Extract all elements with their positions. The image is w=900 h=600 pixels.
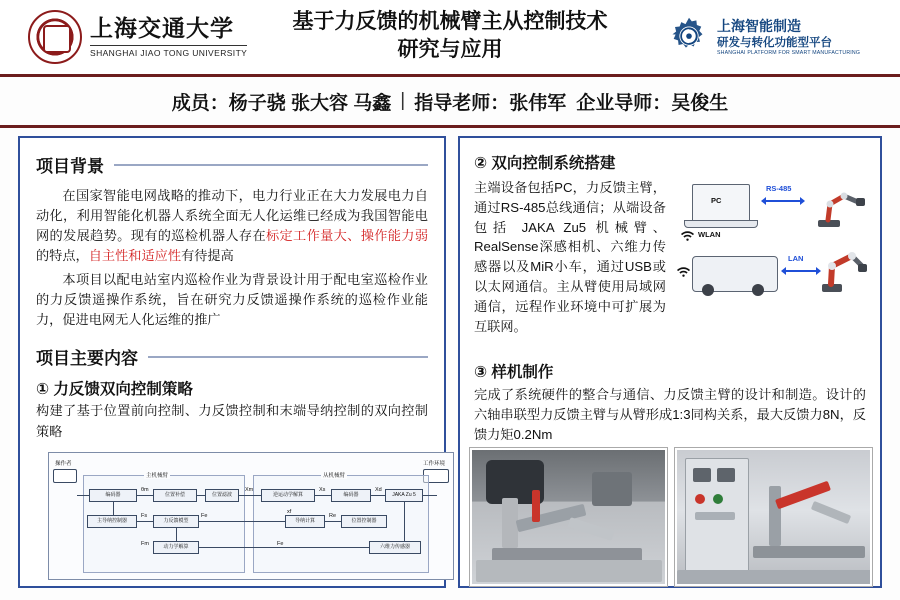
wifi-icon-2 (676, 266, 691, 280)
diagram-box: 编码器 (89, 489, 137, 502)
diagram-group-master: 主机械臂 (146, 473, 169, 479)
partner-name-cn-line1: 上海智能制造 (717, 18, 801, 35)
rs485-label: RS-485 (766, 184, 792, 193)
diagram-signal: Fe (201, 513, 208, 519)
prototype-photos (470, 448, 872, 586)
poster-title-line2: 研究与应用 (397, 38, 503, 62)
diagram-group-slave: 从机械臂 (323, 473, 346, 479)
sjtu-seal-icon (28, 10, 82, 64)
mentor-name: 吴俊生 (671, 92, 729, 114)
diagram-box: 位置控制器 (341, 515, 387, 528)
wlan-label: WLAN (698, 230, 721, 239)
poster-title-line1: 基于力反馈的机械臂主从控制技术 (292, 10, 608, 33)
robot-arm-cabinet-photo (675, 448, 872, 586)
diagram-box: 动力学解算 (153, 541, 199, 554)
advisor-name: 张伟军 (509, 92, 567, 114)
authors-band (0, 77, 900, 128)
diagram-box: 六维力传感器 (369, 541, 421, 554)
diagram-box: JAKA Zu 5 (385, 489, 423, 502)
mentor-label: 企业导师： (576, 92, 672, 114)
section-content-title: 项目主要内容 (36, 344, 428, 369)
rs485-arrow (766, 200, 800, 202)
background-highlight-2: 自主性和适应性 (88, 248, 182, 264)
item2-title: ② 双向控制系统搭建 (474, 155, 616, 172)
diagram-box: 力反馈模型 (153, 515, 199, 528)
diagram-signal: θm (141, 487, 149, 493)
diagram-signal: Xd (375, 487, 382, 493)
gear-icon (668, 16, 710, 58)
lan-arrow (786, 270, 816, 272)
section-background-title: 项目背景 (36, 152, 428, 177)
partner-name-cn-line2: 研发与转化功能型平台 (717, 36, 832, 49)
diagram-signal: Xs (319, 487, 326, 493)
slave-arm-illustration (818, 240, 870, 301)
diagram-box: 导纳计算 (285, 515, 325, 528)
item1-title: ① 力反馈双向控制策略 (36, 381, 193, 399)
item3-title: ③ 样机制作 (474, 364, 554, 381)
partner-name-en: SHANGHAI PLATFORM FOR SMART MANUFACTURING (717, 49, 861, 56)
diagram-box: 位置补偿 (153, 489, 197, 502)
diagram-signal: Fs (141, 513, 148, 519)
university-name-en: SHANGHAI JIAO TONG UNIVERSITY (90, 45, 247, 58)
members-label: 成员： (171, 92, 229, 114)
diagram-label-operator: 操作者 (55, 461, 72, 467)
diagram-signal: Re (329, 513, 337, 519)
lan-label: LAN (788, 254, 804, 263)
advisor-label: 指导老师： (414, 92, 510, 114)
authors-divider: | (400, 90, 406, 111)
university-logo (28, 8, 258, 66)
system-architecture-figure (674, 178, 866, 350)
prototype-force-feedback-arm-photo (470, 448, 667, 586)
background-paragraph-2: 本项目以配电站室内巡检作业为背景设计用于配电室巡检作业的力反馈遥操作系统，旨在研究力反馈遥操作系统的巡检作业能力，促进电网无人化运维的推广 (36, 272, 428, 328)
diagram-box: 位置滤波 (205, 489, 239, 502)
control-strategy-diagram (48, 452, 454, 580)
left-column (18, 136, 446, 588)
item3-text: 完成了系统硬件的整合与通信、力反馈主臂的设计和制造。设计的六轴串联型力反馈主臂与从臂形成1:3同构关系，最大反馈力8N，反馈力矩0.2Nm (474, 387, 866, 443)
title-rule (114, 164, 428, 166)
diagram-signal: Fm (141, 541, 149, 547)
university-name-cn: 上海交通大学 (90, 15, 234, 42)
wifi-icon (680, 230, 695, 244)
diagram-signal: xf (287, 509, 292, 515)
background-paragraph-1: 在国家智能电网战略的推动下，电力行业正在大力发展电力自动化，利用智能化机器人系统全面无人化运维已经成为我国智能电网的发展趋势。现有的巡检机器人存在标定工作量大、操作能力弱的特点，自主性和适应性有待提高 (36, 188, 429, 264)
diagram-signal: Fe (277, 541, 284, 547)
members-names: 杨子骁 张大容 马鑫 (228, 92, 392, 114)
poster-header (0, 0, 900, 77)
diagram-box: 编码器 (331, 489, 371, 502)
background-highlight-1: 标定工作量大、操作能力弱 (266, 228, 429, 244)
master-arm-illustration (814, 182, 868, 235)
poster-title (250, 8, 650, 65)
diagram-box: 主导纳控制器 (87, 515, 137, 528)
item1-text: 构建了基于位置前向控制、力反馈控制和末端导纳控制的双向控制策略 (36, 403, 428, 439)
diagram-signal: Xm (245, 487, 254, 493)
diagram-label-environment: 工作环境 (422, 461, 445, 467)
item2-text: 主端设备包括PC，力反馈主臂，通过RS-485总线通信；从端设备包括 JAKA Zu5 机械臂、RealSense深感相机、六维力传感器以及MiR小车，通过USB或以太网通信。主从臂使用局域网通信，远程作业环境中可扩展为互联网。 (474, 180, 666, 334)
diagram-box: 逆运动学解算 (261, 489, 315, 502)
pc-label: PC (711, 196, 722, 205)
partner-logo (668, 12, 878, 62)
title-rule-2 (148, 356, 428, 358)
